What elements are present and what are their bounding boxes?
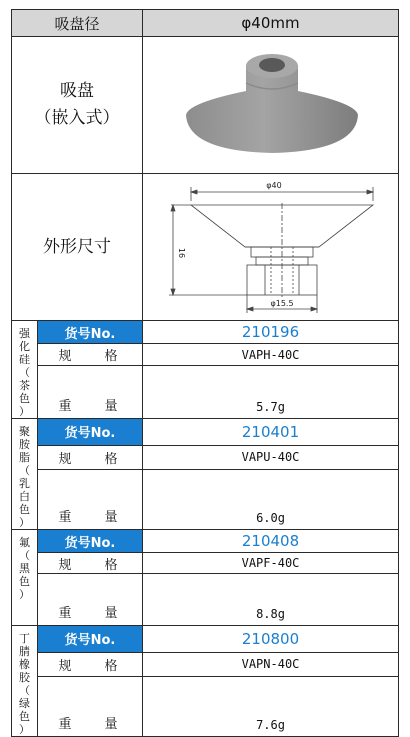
dim-height: 16 bbox=[176, 247, 186, 259]
spec-value: VAPF-40C bbox=[143, 553, 399, 574]
material-2: 聚 胺 脂 （ 乳 白 色 ） bbox=[12, 419, 38, 530]
outline-label: 外形尺寸 bbox=[12, 174, 143, 321]
spec-value: VAPN-40C bbox=[143, 652, 399, 676]
weight-label: 重 量 bbox=[38, 676, 143, 736]
spec-label: 规 格 bbox=[38, 344, 143, 365]
suction-cup-photo bbox=[176, 43, 366, 163]
weight-label: 重 量 bbox=[38, 574, 143, 626]
code-value: 210408 bbox=[143, 530, 399, 553]
code-value: 210800 bbox=[143, 626, 399, 653]
spec-table bbox=[11, 9, 399, 737]
weight-value: 8.8g bbox=[143, 574, 399, 626]
spec-label: 规 格 bbox=[38, 553, 143, 574]
code-label: 货号No. bbox=[38, 321, 143, 344]
diameter-label: 吸盘径 bbox=[12, 10, 143, 37]
material-3: 氟 （ 黑 色 ） bbox=[12, 530, 38, 626]
photo-label-line2: （嵌入式） bbox=[34, 108, 120, 128]
photo-label-line1: 吸盘 bbox=[60, 81, 94, 101]
diameter-value: φ40mm bbox=[143, 10, 399, 37]
code-value: 210196 bbox=[143, 321, 399, 344]
dim-bottom: φ15.5 bbox=[269, 299, 294, 308]
weight-label: 重 量 bbox=[38, 365, 143, 418]
spec-label: 规 格 bbox=[38, 445, 143, 469]
weight-label: 重 量 bbox=[38, 469, 143, 529]
material-4: 丁 腈 橡 胶 （ 绿 色 ） bbox=[12, 626, 38, 737]
spec-label: 规 格 bbox=[38, 652, 143, 676]
dimension-drawing-cell bbox=[143, 174, 399, 321]
code-label: 货号No. bbox=[38, 530, 143, 553]
dim-top: φ40 bbox=[265, 181, 282, 190]
suction-cup-photo-cell bbox=[143, 37, 399, 174]
code-label: 货号No. bbox=[38, 626, 143, 653]
photo-label bbox=[12, 37, 143, 174]
dimension-drawing bbox=[151, 175, 391, 315]
spec-value: VAPU-40C bbox=[143, 445, 399, 469]
weight-value: 5.7g bbox=[143, 365, 399, 418]
code-label: 货号No. bbox=[38, 419, 143, 446]
spec-value: VAPH-40C bbox=[143, 344, 399, 365]
weight-value: 6.0g bbox=[143, 469, 399, 529]
code-value: 210401 bbox=[143, 419, 399, 446]
material-1: 强 化 硅 （ 茶 色 ） bbox=[12, 321, 38, 419]
weight-value: 7.6g bbox=[143, 676, 399, 736]
